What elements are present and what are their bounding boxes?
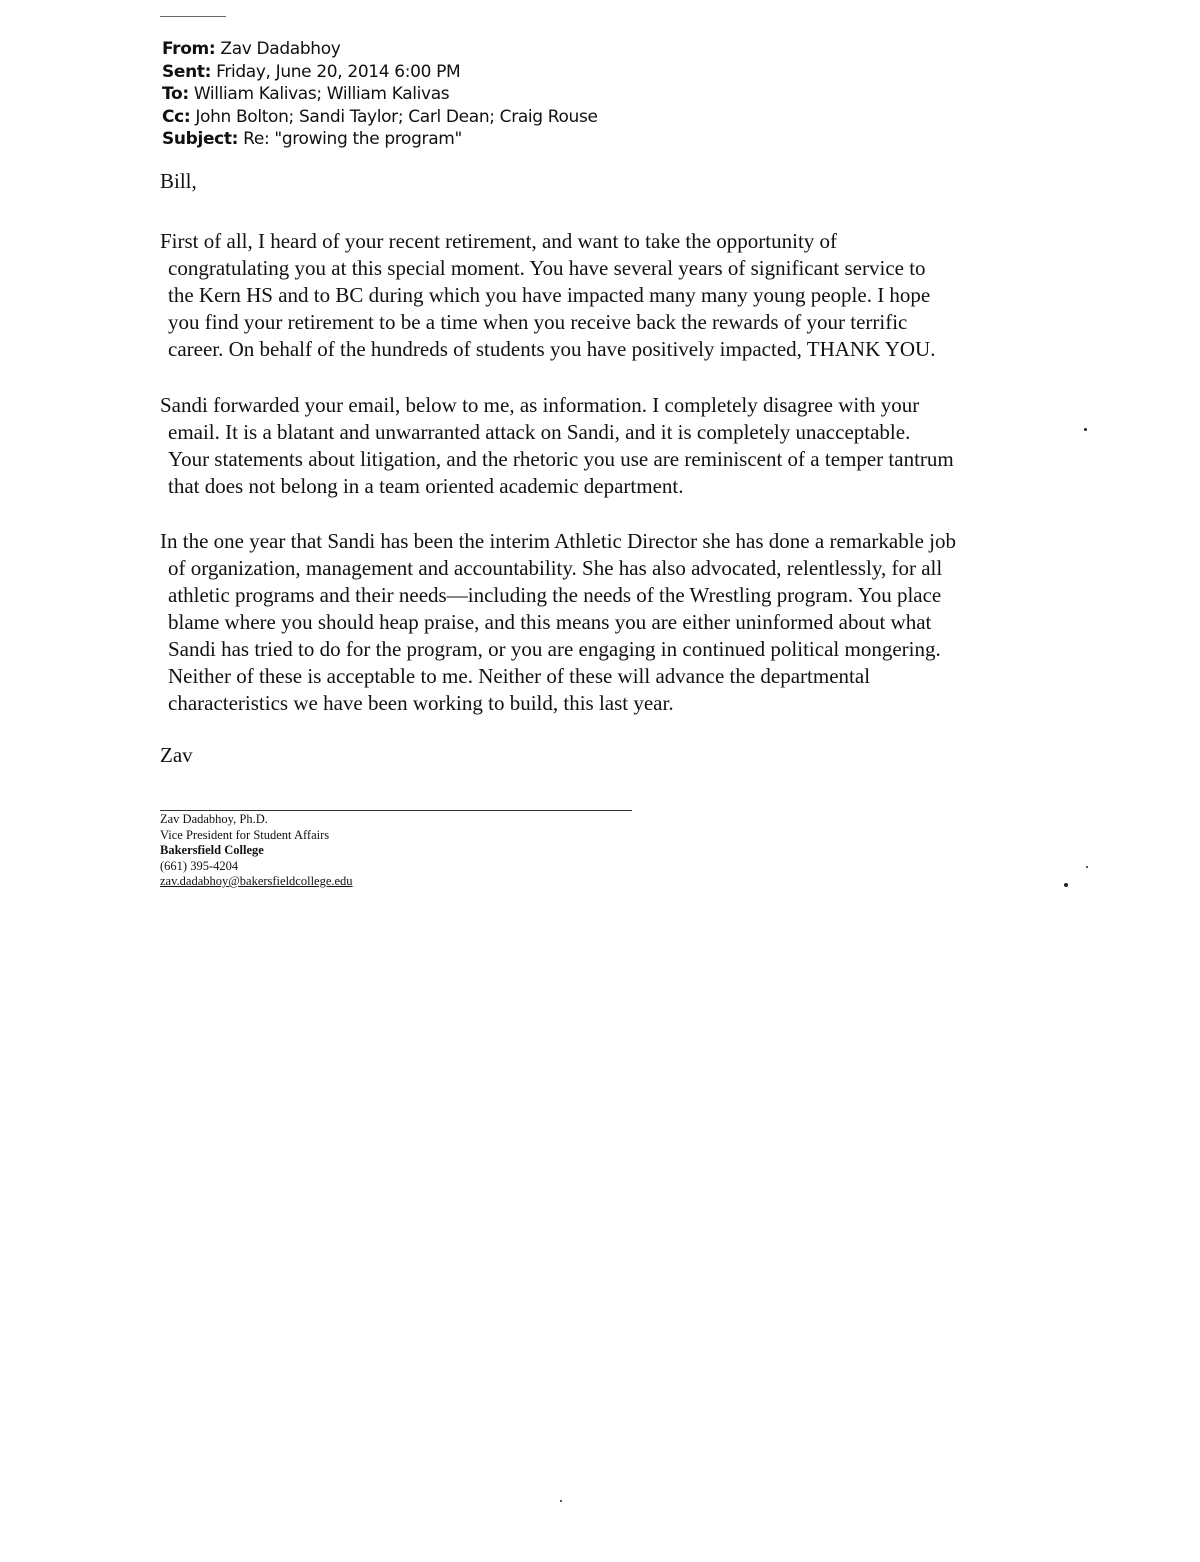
cc-value: John Bolton; Sandi Taylor; Carl Dean; Craig Rouse — [195, 106, 598, 127]
subject-value: Re: "growing the program" — [243, 129, 462, 149]
signature-organization: Bakersfield College — [160, 843, 264, 857]
scan-speck — [1084, 428, 1087, 431]
paragraph-line: you find your retirement to be a time when you receive back the rewards of your terrific — [168, 310, 908, 334]
paragraph-line: career. On behalf of the hundreds of students you have positively impacted, THANK YOU. — [168, 337, 936, 361]
paragraph-line: that does not belong in a team oriented academic department. — [168, 474, 684, 498]
signature-title: Vice President for Student Affairs — [160, 827, 330, 842]
paragraph-retirement — [160, 228, 1090, 363]
paragraph-line: congratulating you at this special moment. You have several years of significant service to — [168, 256, 926, 280]
scan-speck — [1086, 866, 1088, 868]
paragraph-line: Your statements about litigation, and the rhetoric you use are reminiscent of a temper tantrum — [168, 447, 954, 471]
subject-label: Subject: — [162, 129, 239, 149]
signature-divider — [160, 810, 632, 811]
signature-phone: (661) 395-4204 — [160, 858, 239, 873]
to-value: William Kalivas; William Kalivas — [193, 84, 450, 104]
paragraph-line: athletic programs and their needs—including the needs of the Wrestling program. You place — [168, 583, 942, 607]
paragraph-athletic-director — [160, 528, 1090, 717]
paragraph-line: Neither of these is acceptable to me. Neither of these will advance the departmental — [168, 664, 871, 688]
from-label: From: — [162, 39, 216, 59]
paragraph-line: blame where you should heap praise, and this means you are either uninformed about what — [168, 610, 932, 634]
signature-email-link[interactable]: zav.dadabhoy@bakersfieldcollege.edu — [160, 874, 353, 888]
paragraph-line: email. It is a blatant and unwarranted attack on Sandi, and it is completely unacceptable. — [168, 420, 911, 444]
sent-value: Friday, June 20, 2014 6:00 PM — [216, 61, 461, 82]
paragraph-line: of organization, management and accountability. She has also advocated, relentlessly, for all — [168, 556, 943, 580]
scan-speck — [1064, 883, 1068, 887]
signature-name: Zav Dadabhoy, Ph.D. — [160, 812, 268, 826]
from-value: Zav Dadabhoy — [220, 39, 341, 59]
sent-row — [162, 61, 1062, 84]
signature-block — [160, 812, 353, 890]
closing-signoff: Zav — [160, 743, 193, 767]
sent-label: Sent: — [162, 61, 212, 82]
paragraph-line: Sandi forwarded your email, below to me, as information. I completely disagree with your — [160, 393, 920, 417]
paragraph-disagreement — [160, 392, 1090, 500]
to-label: To: — [162, 84, 189, 104]
paragraph-line: characteristics we have been working to build, this last year. — [168, 691, 674, 715]
cc-row — [162, 106, 1062, 129]
from-row — [162, 38, 1062, 61]
scan-speck — [560, 1500, 562, 1502]
paragraph-line: In the one year that Sandi has been the interim Athletic Director she has done a remarkable job — [160, 529, 956, 553]
email-header — [162, 38, 1062, 151]
paragraph-line: the Kern HS and to BC during which you have impacted many many young people. I hope — [168, 283, 931, 307]
paragraph-line: First of all, I heard of your recent retirement, and want to take the opportunity of — [160, 229, 838, 253]
salutation: Bill, — [160, 169, 197, 193]
subject-row — [162, 128, 1062, 151]
to-row — [162, 83, 1062, 106]
paragraph-line: Sandi has tried to do for the program, or you are engaging in continued political mongering. — [168, 637, 941, 661]
cc-label: Cc: — [162, 106, 191, 127]
top-divider — [160, 16, 226, 17]
